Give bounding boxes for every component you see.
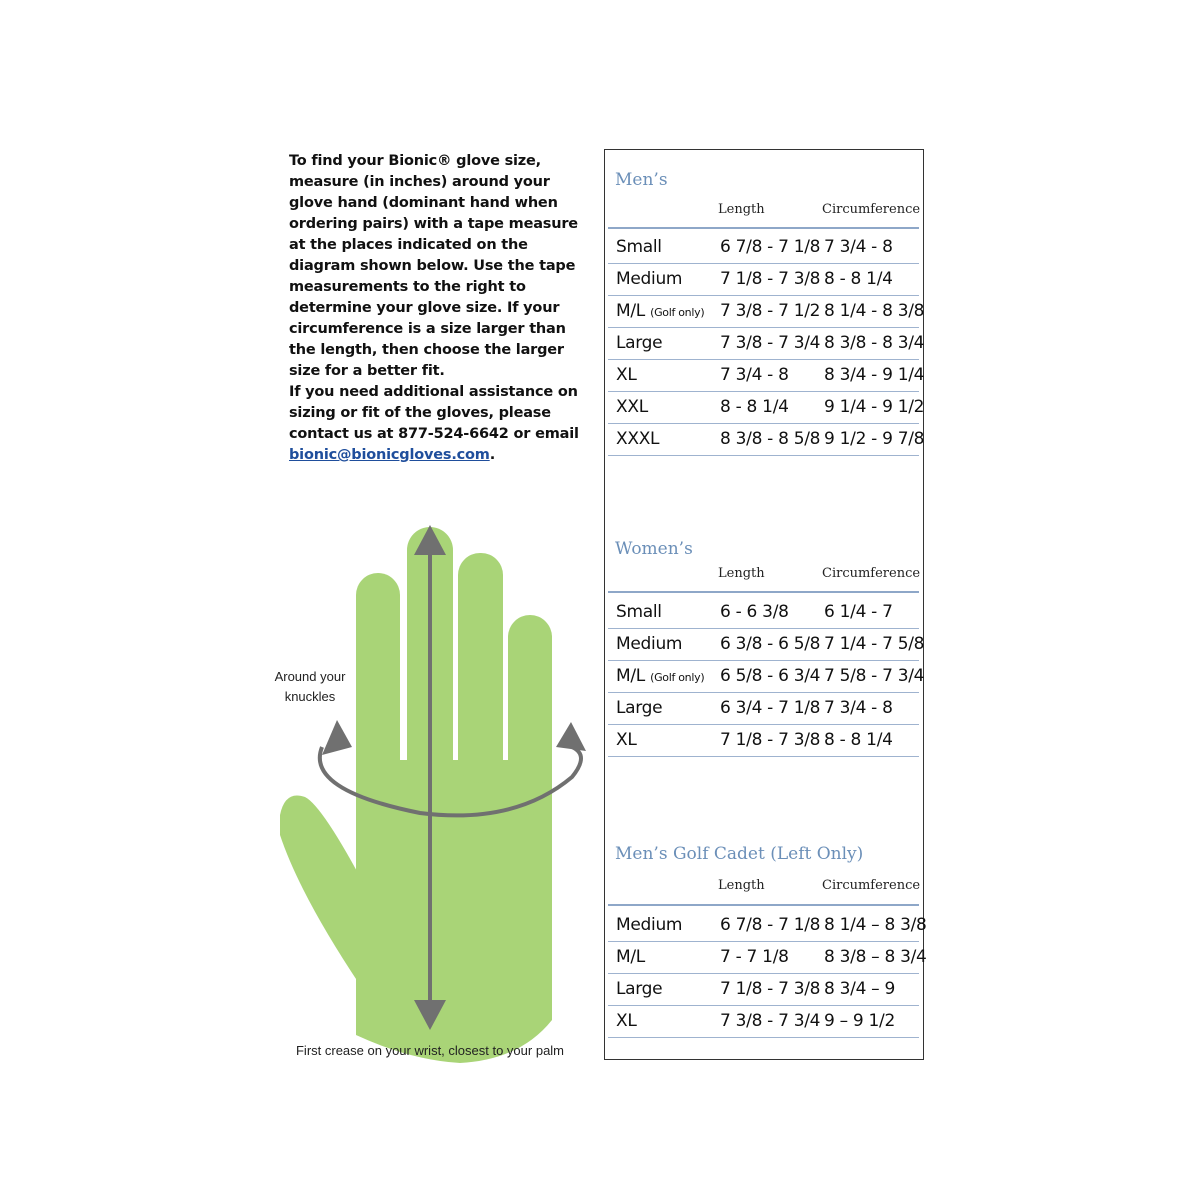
circumference-header: Circumference bbox=[822, 878, 921, 893]
length-cell: 6 5/8 - 6 3/4 bbox=[720, 666, 821, 686]
header-rule bbox=[608, 904, 919, 906]
size-label: Large bbox=[616, 979, 663, 999]
length-cell: 7 1/8 - 7 3/8 bbox=[720, 269, 821, 289]
section-title: Men’s bbox=[615, 170, 668, 190]
size-cell bbox=[616, 237, 662, 257]
length-cell: 7 - 7 1/8 bbox=[720, 947, 789, 967]
table-row bbox=[608, 629, 925, 661]
length-cell: 7 1/8 - 7 3/8 bbox=[720, 730, 821, 750]
table-row bbox=[608, 597, 919, 629]
table-row bbox=[608, 942, 927, 974]
length-cell: 6 3/4 - 7 1/8 bbox=[720, 698, 821, 718]
table-row bbox=[608, 1006, 919, 1038]
size-cell bbox=[616, 979, 662, 999]
assistance-period: . bbox=[489, 447, 496, 463]
length-cell: 8 - 8 1/4 bbox=[720, 397, 789, 417]
length-header: Length bbox=[718, 566, 765, 581]
size-label: XXL bbox=[616, 397, 648, 417]
section-title: Men’s Golf Cadet (Left Only) bbox=[615, 844, 864, 864]
circumference-cell: 8 - 8 1/4 bbox=[824, 730, 893, 750]
size-label: M/L bbox=[616, 947, 645, 967]
length-cell: 7 3/8 - 7 1/2 bbox=[720, 301, 821, 321]
table-row bbox=[608, 974, 919, 1006]
size-cell bbox=[616, 915, 682, 935]
circumference-header: Circumference bbox=[822, 202, 921, 217]
size-label: XXXL bbox=[616, 429, 660, 449]
size-label: Small bbox=[616, 602, 662, 622]
length-header: Length bbox=[718, 202, 765, 217]
circumference-cell: 8 - 8 1/4 bbox=[824, 269, 893, 289]
circumference-cell: 8 3/8 – 8 3/4 bbox=[824, 947, 927, 967]
size-label: Medium bbox=[616, 269, 683, 289]
size-chart bbox=[604, 149, 927, 1060]
header-rule bbox=[608, 591, 919, 593]
size-label: XL bbox=[616, 1011, 637, 1031]
size-label: Medium bbox=[616, 915, 683, 935]
table-row bbox=[608, 264, 919, 296]
circumference-cell: 8 3/4 - 9 1/4 bbox=[824, 365, 925, 385]
section-title: Women’s bbox=[615, 539, 693, 559]
size-cell bbox=[616, 947, 645, 967]
circumference-cell: 8 3/4 – 9 bbox=[824, 979, 896, 999]
size-cell bbox=[616, 634, 682, 654]
knuckles-label-line1: Around your bbox=[274, 669, 346, 684]
table-row bbox=[608, 725, 919, 757]
table-row bbox=[608, 360, 925, 392]
circumference-cell: 8 1/4 – 8 3/8 bbox=[824, 915, 927, 935]
size-cell bbox=[616, 365, 637, 385]
size-cell bbox=[616, 698, 662, 718]
size-cell bbox=[616, 1011, 637, 1031]
length-cell: 7 3/8 - 7 3/4 bbox=[720, 1011, 821, 1031]
knuckles-label-line2: knuckles bbox=[284, 689, 336, 704]
table-row bbox=[608, 424, 925, 456]
length-cell: 6 - 6 3/8 bbox=[720, 602, 789, 622]
circumference-cell: 7 3/4 - 8 bbox=[824, 237, 893, 257]
size-cell bbox=[616, 333, 662, 353]
table-row bbox=[608, 661, 925, 693]
size-cell bbox=[616, 602, 662, 622]
size-label: XL bbox=[616, 365, 637, 385]
circumference-cell: 7 1/4 - 7 5/8 bbox=[824, 634, 925, 654]
header-rule bbox=[608, 227, 919, 229]
length-cell: 7 3/4 - 8 bbox=[720, 365, 789, 385]
size-cell bbox=[616, 269, 682, 289]
size-label: M/L bbox=[616, 666, 645, 686]
instructions-paragraph: To find your Bionic® glove size, measure (in inches) around your glove hand (dominant hand when ordering pairs) with a tape measure at the places indicated on the diagram shown below. Use the tape measurements to the right to determine your glove size. If your circumference is a size larger than the length, then choose the larger size for a better fit. bbox=[289, 153, 578, 379]
table-row bbox=[608, 392, 925, 424]
length-cell: 7 1/8 - 7 3/8 bbox=[720, 979, 821, 999]
knuckles-label bbox=[260, 667, 360, 707]
circumference-cell: 9 1/4 - 9 1/2 bbox=[824, 397, 925, 417]
length-header: Length bbox=[718, 878, 765, 893]
hand-shape bbox=[280, 527, 552, 1063]
circumference-header: Circumference bbox=[822, 566, 921, 581]
size-label: Large bbox=[616, 333, 663, 353]
size-note: (Golf only) bbox=[650, 306, 705, 319]
size-label: XL bbox=[616, 730, 637, 750]
size-label: M/L bbox=[616, 301, 645, 321]
size-cell bbox=[616, 666, 704, 686]
circumference-cell: 6 1/4 - 7 bbox=[824, 602, 893, 622]
length-cell: 6 3/8 - 6 5/8 bbox=[720, 634, 821, 654]
table-row bbox=[608, 693, 919, 725]
hand-illustration bbox=[260, 515, 600, 1075]
size-label: Small bbox=[616, 237, 662, 257]
circumference-cell: 9 – 9 1/2 bbox=[824, 1011, 896, 1031]
length-cell: 7 3/8 - 7 3/4 bbox=[720, 333, 821, 353]
circumference-cell: 7 3/4 - 8 bbox=[824, 698, 893, 718]
size-note: (Golf only) bbox=[650, 671, 705, 684]
length-cell: 6 7/8 - 7 1/8 bbox=[720, 915, 821, 935]
circumference-cell: 7 5/8 - 7 3/4 bbox=[824, 666, 925, 686]
assistance-paragraph bbox=[289, 382, 589, 466]
table-row bbox=[608, 328, 925, 360]
table-row bbox=[608, 910, 927, 942]
assistance-text: If you need additional assistance on sizing or fit of the gloves, please contact us at 877-524-6642 or email bbox=[289, 384, 579, 442]
table-row bbox=[608, 296, 925, 328]
length-cell: 6 7/8 - 7 1/8 bbox=[720, 237, 821, 257]
hand-measurement-diagram bbox=[260, 515, 600, 1075]
size-cell bbox=[616, 397, 648, 417]
circumference-cell: 9 1/2 - 9 7/8 bbox=[824, 429, 925, 449]
circumference-cell: 8 3/8 - 8 3/4 bbox=[824, 333, 925, 353]
size-cell bbox=[616, 301, 704, 321]
size-label: Large bbox=[616, 698, 663, 718]
size-cell bbox=[616, 730, 637, 750]
wrist-label: First crease on your wrist, closest to your palm bbox=[295, 1043, 565, 1058]
sizing-instructions bbox=[289, 151, 589, 466]
circumference-cell: 8 1/4 - 8 3/8 bbox=[824, 301, 925, 321]
size-label: Medium bbox=[616, 634, 683, 654]
length-cell: 8 3/8 - 8 5/8 bbox=[720, 429, 821, 449]
table-row bbox=[608, 232, 919, 264]
size-cell bbox=[616, 429, 659, 449]
email-link[interactable]: bionic@bionicgloves.com bbox=[289, 447, 490, 463]
